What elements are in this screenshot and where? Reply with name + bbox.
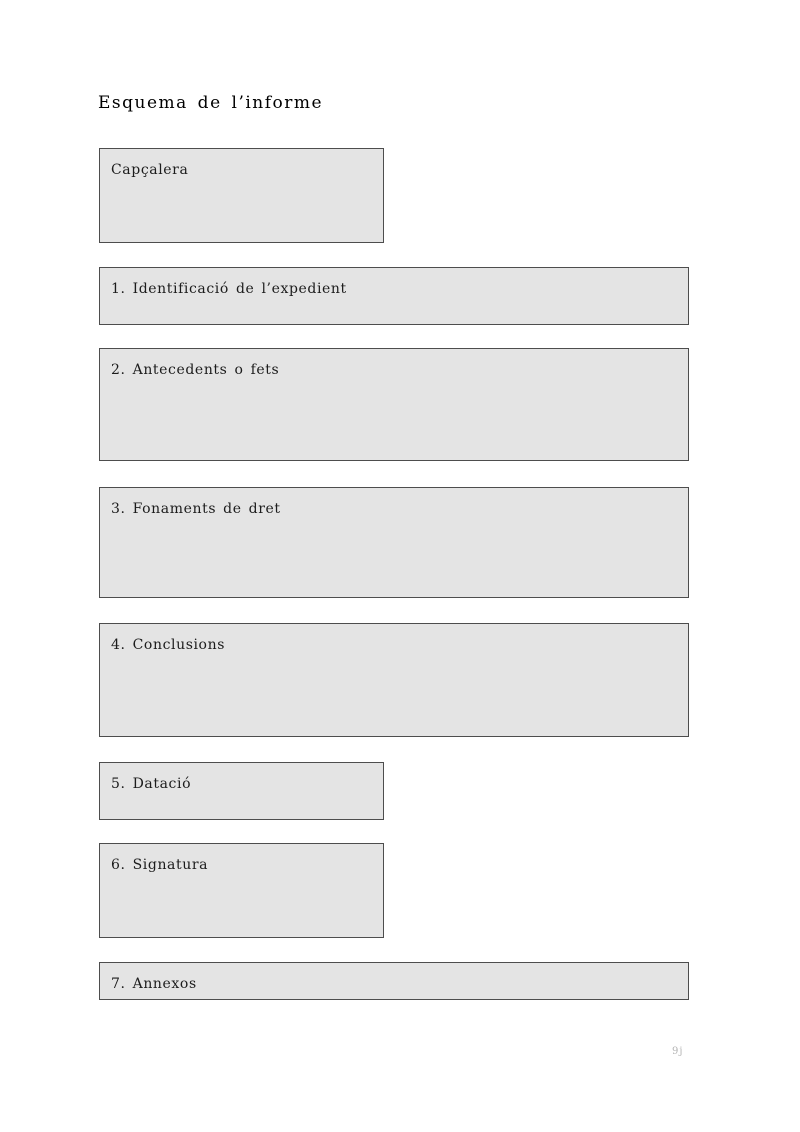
box-signatura bbox=[99, 843, 384, 938]
box-identificacio-expedient bbox=[99, 267, 689, 325]
box-antecedents-o-fets bbox=[99, 348, 689, 461]
box-label: 3. Fonaments de dret bbox=[111, 501, 281, 517]
box-label: 5. Datació bbox=[111, 776, 192, 792]
box-label: 6. Signatura bbox=[111, 857, 209, 873]
box-annexos bbox=[99, 962, 689, 1000]
page-number: 9j bbox=[672, 1046, 684, 1057]
box-label: 4. Conclusions bbox=[111, 637, 225, 653]
box-label: 2. Antecedents o fets bbox=[111, 362, 280, 378]
page-title: Esquema de l’informe bbox=[98, 93, 324, 113]
box-label: 1. Identificació de l’expedient bbox=[111, 281, 347, 297]
box-label: 7. Annexos bbox=[111, 976, 197, 992]
box-label: Capçalera bbox=[111, 162, 189, 178]
box-capcalera bbox=[99, 148, 384, 243]
box-fonaments-de-dret bbox=[99, 487, 689, 598]
box-conclusions bbox=[99, 623, 689, 737]
box-datacio bbox=[99, 762, 384, 820]
